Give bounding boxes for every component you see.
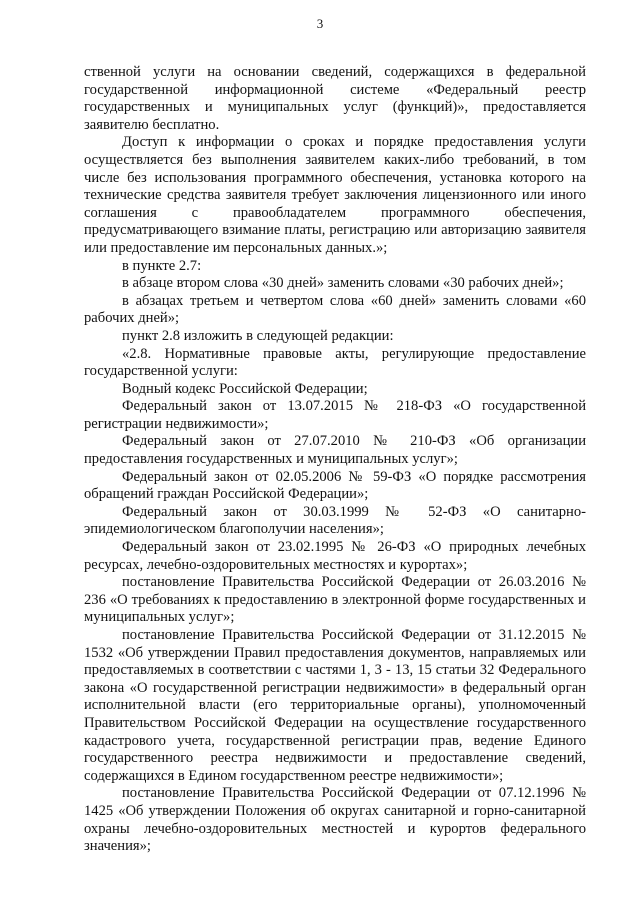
paragraph: Федеральный закон от 27.07.2010 № 210-ФЗ «Об организации предоставления государственных и муниципальных услуг»; (84, 433, 586, 468)
paragraph: «2.8. Нормативные правовые акты, регулирующие предоставление государственной услуги: (84, 345, 586, 380)
paragraph: ственной услуги на основании сведений, содержащихся в федеральной государственной информационной системе «Федеральный реестр государственных и муниципальных услуг (функций)», предоставляется заявителю бесплатно. (84, 64, 586, 133)
paragraph: Доступ к информации о сроках и порядке предоставления услуги осуществляется без выполнения заявителем каких-либо требований, в том числе без использования программного обеспечения, установка которого на технические средства заявителя требует заключения лицензионного или иного соглашения с правообладателем программного обеспечения, предусматривающего взимание платы, регистрацию или авторизацию заявителя или предоставление им персональных данных.»; (84, 134, 586, 256)
paragraph: в абзаце втором слова «30 дней» заменить словами «30 рабочих дней»; (122, 275, 564, 292)
document-body (84, 64, 586, 856)
paragraph: Федеральный закон от 23.02.1995 № 26-ФЗ «О природных лечебных ресурсах, лечебно-оздоровительных местностях и курортах»; (84, 539, 586, 573)
paragraph: Водный кодекс Российской Федерации; (122, 380, 368, 397)
page-number: 3 (316, 16, 324, 31)
paragraph: Федеральный закон от 30.03.1999 № 52-ФЗ «О санитарно-эпидемиологическом благополучии населения»; (84, 503, 586, 538)
paragraph: пункт 2.8 изложить в следующей редакции: (122, 327, 394, 344)
paragraph: Федеральный закон от 13.07.2015 № 218-ФЗ «О государственной регистрации недвижимости»; (84, 398, 586, 432)
paragraph: в абзацах третьем и четвертом слова «60 дней» заменить словами «60 рабочих дней»; (84, 292, 586, 327)
paragraph: постановление Правительства Российской Федерации от 26.03.2016 № 236 «О требованиях к предоставлению в электронной форме государственных и муниципальных услуг»; (84, 574, 586, 626)
paragraph: постановление Правительства Российской Федерации от 31.12.2015 № 1532 «Об утверждении Правил предоставления документов, направляемых или предоставляемых в соответствии с частями 1, 3 - 13, 15 статьи 32 Федерального закона «О государственной регистрации недвижимости» в федеральный орган исполнительной власти (его территориальные органы), уполномоченный Правительством Российской Федерации на осуществление государственного кадастрового учета, государственной регистрации прав, ведение Единого государственного реестра недвижимости и предоставление сведений, содержащихся в Едином государственном реестре недвижимости»; (84, 627, 586, 784)
paragraph: в пункте 2.7: (122, 257, 202, 274)
paragraph: Федеральный закон от 02.05.2006 № 59-ФЗ «О порядке рассмотрения обращений граждан Российской Федерации»; (84, 468, 586, 503)
paragraph: постановление Правительства Российской Федерации от 07.12.1996 № 1425 «Об утверждении Положения об округах санитарной и горно-санитарной охраны лечебно-оздоровительных местностей и курортов федерального значения»; (84, 785, 586, 855)
